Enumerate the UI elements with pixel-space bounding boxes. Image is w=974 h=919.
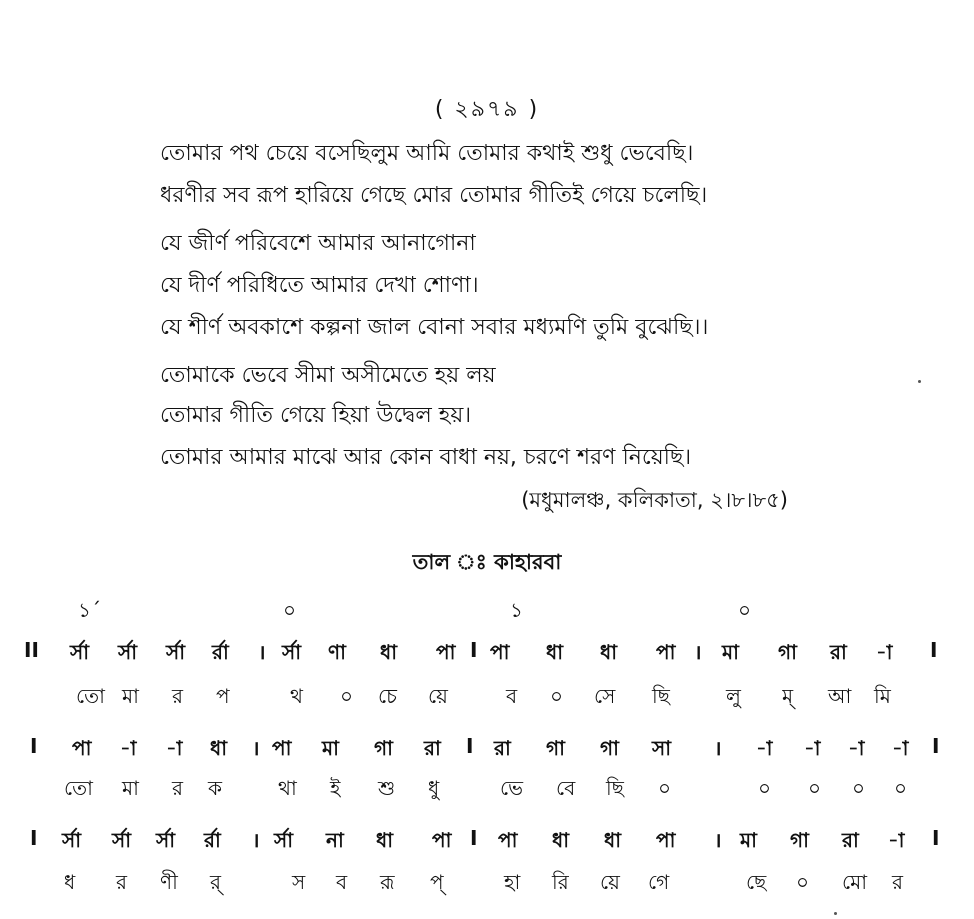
- notation-row: [0, 638, 974, 668]
- syllable: ব: [336, 870, 348, 894]
- note: পা: [490, 640, 510, 664]
- bar-line: I: [30, 826, 38, 850]
- syllable: র: [892, 870, 904, 894]
- note: ধা: [600, 640, 618, 664]
- beat-mark: ১´: [78, 598, 101, 622]
- bar-line: I: [932, 734, 940, 758]
- bar-line: I: [930, 638, 938, 662]
- syllable: ই: [330, 776, 341, 800]
- syllable: বে: [556, 776, 576, 800]
- bar-line: ।: [258, 640, 266, 664]
- syllable: থ: [290, 684, 303, 708]
- syllable: ০: [550, 684, 564, 708]
- syllable: থা: [278, 776, 297, 800]
- note: গা: [546, 736, 565, 760]
- syllable: আ: [828, 684, 852, 708]
- syllable: তো: [76, 684, 105, 708]
- lyric-line: তোমার আমার মাঝে আর কোন বাধা নয়, চরণে শরণ নিয়েছি।: [160, 445, 692, 470]
- lyric-line: তোমার পথ চেয়ে বসেছিলুম আমি তোমার কথাই শুধু ভেবেছি।: [160, 141, 694, 166]
- note: ধা: [380, 640, 398, 664]
- lyric-line: ধরণীর সব রূপ হারিয়ে গেছে মোর তোমার গীতিই গেয়ে চলেছি।: [160, 183, 708, 208]
- note: রা: [424, 736, 441, 760]
- note: না: [326, 828, 344, 852]
- syllable: ছি: [652, 684, 670, 708]
- syllable: হা: [504, 870, 521, 894]
- syllable: র্: [210, 870, 222, 894]
- note: ধা: [210, 736, 228, 760]
- syllable: ০: [758, 776, 772, 800]
- syllable: সে: [594, 684, 616, 708]
- notation-row: [0, 826, 974, 856]
- note: গা: [600, 736, 619, 760]
- note: র্সা: [274, 828, 294, 852]
- syllable: ক: [208, 776, 222, 800]
- note: র্সা: [166, 640, 186, 664]
- note: পা: [498, 828, 518, 852]
- note: মা: [322, 736, 339, 760]
- syllable: রূ: [380, 870, 395, 894]
- beat-marks: [0, 596, 974, 624]
- note: ণা: [328, 640, 346, 664]
- scan-speck: [918, 380, 921, 383]
- syllable: তো: [64, 776, 93, 800]
- lyric-line: যে জীর্ণ পরিবেশে আমার আনাগোনা: [160, 231, 476, 256]
- source-citation: (মধুমালঞ্চ, কলিকাতা, ২।৮।৮৫): [521, 488, 788, 512]
- beat-mark: ০: [283, 598, 297, 622]
- note: ধা: [376, 828, 394, 852]
- note: ধা: [546, 640, 564, 664]
- note: পা: [656, 640, 676, 664]
- bar-line: I: [932, 826, 940, 850]
- note: -া: [888, 828, 905, 852]
- note: রা: [842, 828, 859, 852]
- bar-line: II: [24, 638, 39, 662]
- syllable: য়ে: [600, 870, 620, 894]
- note: র্সা: [112, 828, 132, 852]
- syllable: লু: [726, 684, 741, 708]
- note: পা: [272, 736, 292, 760]
- syllable: ম্: [782, 684, 794, 708]
- syllable: মি: [874, 684, 891, 708]
- syllable: র: [116, 870, 128, 894]
- note: পা: [656, 828, 676, 852]
- syllable: প: [216, 684, 230, 708]
- syllable: ছি: [606, 776, 624, 800]
- syllable: ব: [506, 684, 518, 708]
- syllable: য়ে: [428, 684, 448, 708]
- note: মা: [722, 640, 739, 664]
- lyric-line: তোমাকে ভেবে সীমা অসীমেতে হয় লয়: [160, 363, 496, 388]
- scan-speck: [834, 912, 837, 915]
- song-number: ( ২৯৭৯ ): [434, 97, 540, 122]
- note: রা: [830, 640, 847, 664]
- note: পা: [432, 828, 452, 852]
- note: পা: [72, 736, 92, 760]
- lyric-syllable-row: [0, 682, 974, 712]
- syllable: মা: [122, 684, 139, 708]
- note: ধা: [604, 828, 622, 852]
- syllable: ণী: [160, 870, 178, 894]
- note: -া: [756, 736, 773, 760]
- note: পা: [436, 640, 456, 664]
- syllable: গে: [648, 870, 670, 894]
- note: -া: [120, 736, 137, 760]
- bar-line: ।: [714, 736, 722, 760]
- syllable: শু: [378, 776, 396, 800]
- syllable: র: [172, 684, 184, 708]
- note: র্রা: [212, 640, 229, 664]
- note: সা: [652, 736, 672, 760]
- lyric-line: যে শীর্ণ অবকাশে কল্পনা জাল বোনা সবার মধ্যমণি তুমি বুঝেছি।।: [160, 315, 709, 340]
- note: ধা: [552, 828, 570, 852]
- note: র্সা: [118, 640, 138, 664]
- taal-heading: তাল ঃ কাহারবা: [412, 550, 562, 574]
- bar-line: I: [470, 638, 478, 662]
- syllable: প্: [430, 870, 444, 894]
- syllable: ০: [852, 776, 866, 800]
- note: র্সা: [156, 828, 176, 852]
- note: মা: [740, 828, 757, 852]
- lyric-syllable-row: [0, 774, 974, 804]
- syllable: ০: [658, 776, 672, 800]
- note: গা: [790, 828, 809, 852]
- lyric-line: যে দীর্ণ পরিধিতে আমার দেখা শোণা।: [160, 273, 479, 298]
- note: -া: [876, 640, 893, 664]
- syllable: ০: [808, 776, 822, 800]
- syllable: মা: [122, 776, 139, 800]
- syllable: ধ: [64, 870, 76, 894]
- note: র্সা: [62, 828, 82, 852]
- lyric-syllable-row: [0, 868, 974, 898]
- bar-line: ।: [694, 640, 702, 664]
- syllable: ছে: [746, 870, 767, 894]
- syllable: ভে: [500, 776, 524, 800]
- lyric-line: তোমার গীতি গেয়ে হিয়া উদ্বেল হয়।: [160, 403, 472, 428]
- note: -া: [892, 736, 909, 760]
- syllable: মো: [842, 870, 868, 894]
- syllable: ০: [894, 776, 908, 800]
- syllable: ধু: [428, 776, 440, 800]
- note: র্সা: [70, 640, 90, 664]
- syllable: স: [292, 870, 306, 894]
- bar-line: I: [470, 826, 478, 850]
- note: -া: [804, 736, 821, 760]
- beat-mark: ১: [510, 598, 523, 622]
- syllable: রি: [552, 870, 569, 894]
- note: গা: [374, 736, 393, 760]
- syllable: চে: [378, 684, 397, 708]
- beat-mark: ০: [738, 598, 752, 622]
- note: গা: [778, 640, 797, 664]
- syllable: ০: [340, 684, 354, 708]
- note: -া: [166, 736, 183, 760]
- note: -া: [848, 736, 865, 760]
- note: রা: [494, 736, 511, 760]
- syllable: ০: [796, 870, 810, 894]
- notation-row: [0, 734, 974, 764]
- note: র্রা: [204, 828, 221, 852]
- bar-line: ।: [252, 736, 260, 760]
- bar-line: ।: [252, 828, 260, 852]
- syllable: র: [172, 776, 184, 800]
- bar-line: I: [466, 734, 474, 758]
- bar-line: ।: [714, 828, 722, 852]
- note: র্সা: [282, 640, 302, 664]
- bar-line: I: [30, 734, 38, 758]
